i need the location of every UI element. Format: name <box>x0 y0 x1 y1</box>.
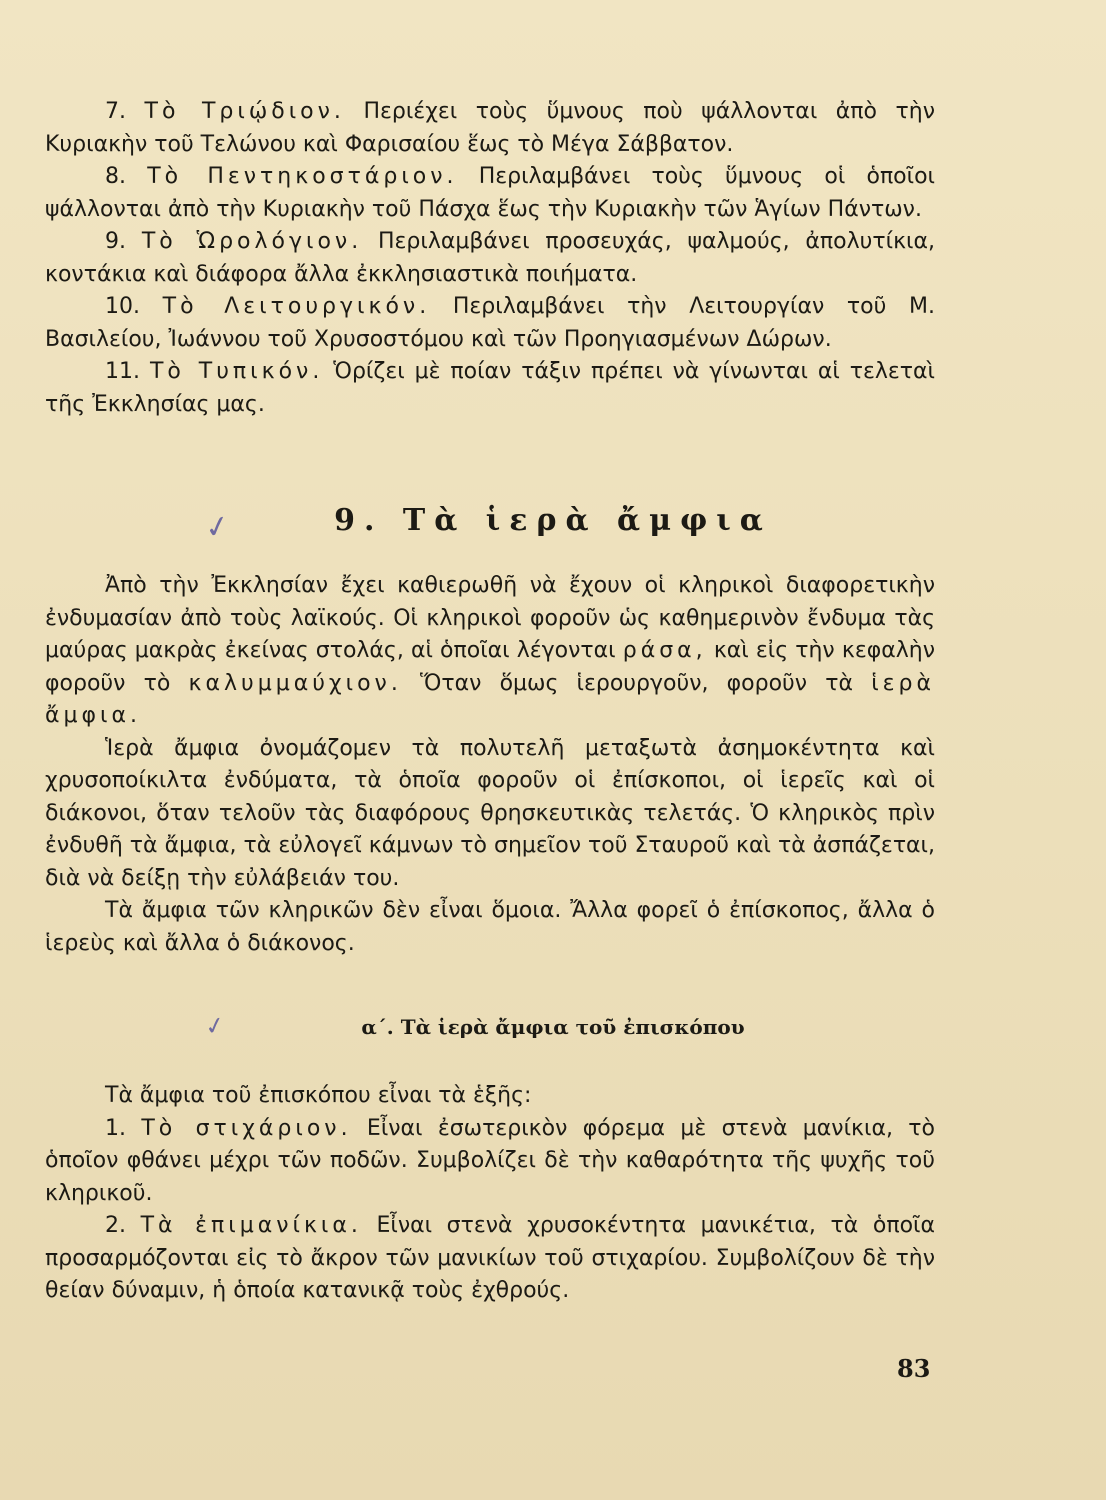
term-kalymmafchion: καλυμμαύχιον. <box>188 670 402 696</box>
liturgical-books-list <box>45 96 935 421</box>
item-description: Εἶναι στενὰ χρυσοκέντητα μανικέτια, τὰ ὁποῖα προσαρμόζονται εἰς τὸ ἄκρον τῶν μανικίων τοῦ στιχαρίου. Συμβολίζουν δὲ τὴν θείαν δύναμιν, ἡ ὁποία κατανικᾷ τοὺς ἐχθρούς. <box>45 1213 935 1303</box>
item-term: Τὸ Λειτουργικόν. <box>162 294 431 319</box>
paragraph: Ἀπὸ τὴν Ἐκκλησίαν ἔχει καθιερωθῆ νὰ ἔχουν οἱ κληρικοὶ διαφορετικὴν ἐνδυμασίαν ἀπὸ τοὺς λαϊκούς. Οἱ κληρικοὶ φοροῦν ὡς καθημερινὸν ἔνδυμα τὰς μαύρας μακρὰς ἐκείνας στολάς, αἱ ὁποῖαι λέγονται ράσα, καὶ εἰς τὴν κεφαλὴν φοροῦν τὸ καλυμμαύχιον. Ὅταν ὅμως ἱερουργοῦν, φοροῦν τὰ ἱερὰ ἄμφια. <box>45 573 935 728</box>
paragraph: Τὰ ἄμφια τοῦ ἐπισκόπου εἶναι τὰ ἑξῆς: <box>105 1083 532 1108</box>
item-description: Περιλαμβάνει τοὺς ὕμνους οἱ ὁποῖοι ψάλλονται ἀπὸ τὴν Κυριακὴν τοῦ Πάσχα ἕως τὴν Κυριακὴν τῶν Ἁγίων Πάντων. <box>45 164 935 222</box>
item-term: Τὸ Ὡρολόγιον. <box>141 229 363 254</box>
list-item: 8. Τὸ Πεντηκοστάριον. Περιλαμβάνει τοὺς ὕμνους οἱ ὁποῖοι ψάλλονται ἀπὸ τὴν Κυριακὴν τοῦ Πάσχα ἕως τὴν Κυριακὴν τῶν Ἁγίων Πάντων. <box>45 164 935 222</box>
item-description: Ὁρίζει μὲ ποίαν τάξιν πρέπει νὰ γίνωνται αἱ τελεταὶ τῆς Ἐκκλησίας μας. <box>45 359 935 417</box>
item-term: Τὸ Πεντηκοστάριον. <box>147 164 458 189</box>
list-item: 1. Τὸ στιχάριον. Εἶναι ἐσωτερικὸν φόρεμα μὲ στενὰ μανίκια, τὸ ὁποῖον φθάνει μέχρι τῶν ποδῶν. Συμβολίζει δὲ τὴν καθαρότητα τῆς ψυχῆς τοῦ κληρικοῦ. <box>45 1115 935 1206</box>
bishop-vestments <box>45 1080 935 1308</box>
vestments-intro <box>45 570 935 960</box>
list-item: 10. Τὸ Λειτουργικόν. Περιλαμβάνει τὴν Λειτουργίαν τοῦ Μ. Βασιλείου, Ἰωάννου τοῦ Χρυσοστόμου καὶ τῶν Προηγιασμένων Δώρων. <box>45 294 935 352</box>
page-number: 83 <box>897 1354 931 1383</box>
paragraph: Ἱερὰ ἄμφια ὀνομάζομεν τὰ πολυτελῆ μεταξωτὰ ἀσημοκέντητα καὶ χρυσοποίκιλτα ἐνδύματα, τὰ ὁποῖα φοροῦν οἱ ἐπίσκοποι, οἱ ἱερεῖς καὶ οἱ διάκονοι, ὅταν τελοῦν τὰς διαφόρους θρησκευτικὰς τελετάς. Ὁ κληρικὸς πρὶν ἐνδυθῆ τὰ ἄμφια, τὰ εὐλογεῖ κάμνων τὸ σημεῖον τοῦ Σταυροῦ καὶ τὰ ἀσπάζεται, διὰ νὰ δείξῃ τὴν εὐλάβειάν του. <box>45 735 935 891</box>
pencil-check-icon: ✓ <box>201 507 234 548</box>
item-description: Περιλαμβάνει προσευχάς, ψαλμούς, ἀπολυτίκια, κοντάκια καὶ διάφορα ἄλλα ἐκκλησιαστικὰ ποιήματα. <box>45 229 935 287</box>
item-term: Τὸ Τυπικόν. <box>149 359 324 384</box>
term-iera-amfia: ἱερὰ ἄμφια. <box>45 670 935 728</box>
section-heading: 9. Τὰ ἱερὰ ἄμφια <box>334 503 772 538</box>
list-item: 11. Τὸ Τυπικόν. Ὁρίζει μὲ ποίαν τάξιν πρέπει νὰ γίνωνται αἱ τελεταὶ τῆς Ἐκκλησίας μας. <box>45 359 935 417</box>
paragraph: Τὰ ἄμφια τῶν κληρικῶν δὲν εἶναι ὅμοια. Ἄλλα φορεῖ ὁ ἐπίσκοπος, ἄλλα ὁ ἱερεὺς καὶ ἄλλα ὁ διάκονος. <box>45 898 935 956</box>
item-description: Περιέχει τοὺς ὕμνους ποὺ ψάλλονται ἀπὸ τὴν Κυριακὴν τοῦ Τελώνου καὶ Φαρισαίου ἕως τὸ Μέγα Σάββατον. <box>45 99 936 157</box>
subsection-heading: α΄. Τὰ ἱερὰ ἄμφια τοῦ ἐπισκόπου <box>361 1015 745 1039</box>
term-rasa: ράσα, <box>622 638 707 663</box>
item-term: Τὸ Τριῴδιον. <box>144 99 345 124</box>
list-item: 2. Τὰ ἐπιμανίκια. Εἶναι στενὰ χρυσοκέντητα μανικέτια, τὰ ὁποῖα προσαρμόζονται εἰς τὸ ἄκρον τῶν μανικίων τοῦ στιχαρίου. Συμβολίζουν δὲ τὴν θείαν δύναμιν, ἡ ὁποία κατανικᾷ τοὺς ἐχθρούς. <box>45 1213 935 1303</box>
list-item: 9. Τὸ Ὡρολόγιον. Περιλαμβάνει προσευχάς, ψαλμούς, ἀπολυτίκια, κοντάκια καὶ διάφορα ἄλλα ἐκκλησιαστικὰ ποιήματα. <box>45 229 935 287</box>
item-term: Τὰ ἐπιμανίκια. <box>140 1213 362 1238</box>
pencil-check-icon: ✓ <box>202 1010 228 1042</box>
item-description: Εἶναι ἐσωτερικὸν φόρεμα μὲ στενὰ μανίκια, τὸ ὁποῖον φθάνει μέχρι τῶν ποδῶν. Συμβολίζει δὲ τὴν καθαρότητα τῆς ψυχῆς τοῦ κληρικοῦ. <box>45 1115 935 1206</box>
list-item: 7. Τὸ Τριῴδιον. Περιέχει τοὺς ὕμνους ποὺ ψάλλονται ἀπὸ τὴν Κυριακὴν τοῦ Τελώνου καὶ Φαρισαίου ἕως τὸ Μέγα Σάββατον. <box>45 99 936 157</box>
item-term: Τὸ στιχάριον. <box>141 1115 352 1141</box>
item-description: Περιλαμβάνει τὴν Λειτουργίαν τοῦ Μ. Βασιλείου, Ἰωάννου τοῦ Χρυσοστόμου καὶ τῶν Προηγιασμένων Δώρων. <box>45 294 935 352</box>
